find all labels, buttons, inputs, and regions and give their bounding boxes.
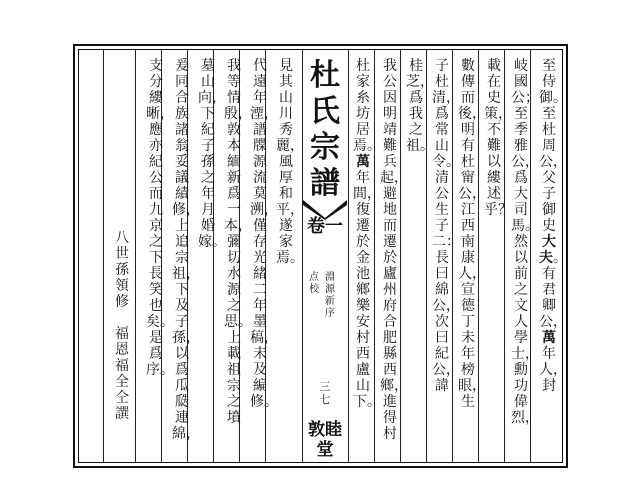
signature-column [112, 230, 143, 450]
center-panel-rule [348, 50, 349, 462]
column-rule [103, 50, 104, 462]
text-column: 杜家糸坊居焉。萬 年間，復遷於金池鄉樂安村西盧山下。 [353, 58, 381, 410]
text-column: 子杜清，爲常山令。清公生子二：長曰綿公，次曰紀公，諱 [432, 58, 460, 394]
column-rule [426, 50, 427, 462]
text-column: 數傳而後，明有杜甯公，江西南康人，宣德丁未年榜眼，生 [458, 58, 486, 410]
column-rule [135, 50, 136, 462]
editor-note: 点校 [309, 272, 319, 295]
text-column: 支分縷晰，應亦紀公而九京之下長笑也矣。是爲序。 [146, 58, 174, 378]
section-title: 淵源新序 [325, 272, 335, 319]
signature-names: 福恩 福全 仝譔 [115, 326, 143, 422]
text-column: 我等情殷，敦本緬新爲一本，彌切水源之思。上載祖宗之墳 [224, 58, 252, 426]
column-rule [452, 50, 453, 462]
column-rule [400, 50, 401, 462]
page-title: 杜氏宗譜 [310, 58, 340, 201]
text-column: 代遠年湮，譜牒源流莫溯，僅存光緒二年墨稿，未及編修。 [250, 58, 278, 410]
page-number: 三七 [319, 380, 331, 406]
text-column: 見其山川秀麗，風厚和平，遂家焉。 [276, 58, 304, 266]
text-column: 爰同合族諸翁妥議績修，上追宗祖，下及子孫，以爲瓜瓞連綿， [172, 58, 200, 442]
text-column: 我公因明靖難兵起，避地而遷於廬州府合肥縣西鄉，進得村 [380, 58, 408, 442]
text-column: 至侍御。至杜周公，父子御史大夫。有君卿公，萬年人，封 [539, 58, 567, 394]
volume-label: 卷一 [307, 216, 343, 237]
signature-label: 八世孫領修 [115, 230, 129, 310]
text-column: 桂芝，爲我之祖。 [406, 58, 434, 154]
text-column: 墓山向，下紀子孫之年月婚嫁。 [198, 58, 226, 250]
text-column: 岐國公；至季雅公，爲大司馬。然以前之文人學士，勳功偉烈， [511, 58, 539, 426]
hall-name: 敦睦堂 [308, 420, 342, 460]
center-panel [302, 50, 348, 462]
text-column: 載在史策，不難以縷述乎？ [484, 58, 512, 218]
